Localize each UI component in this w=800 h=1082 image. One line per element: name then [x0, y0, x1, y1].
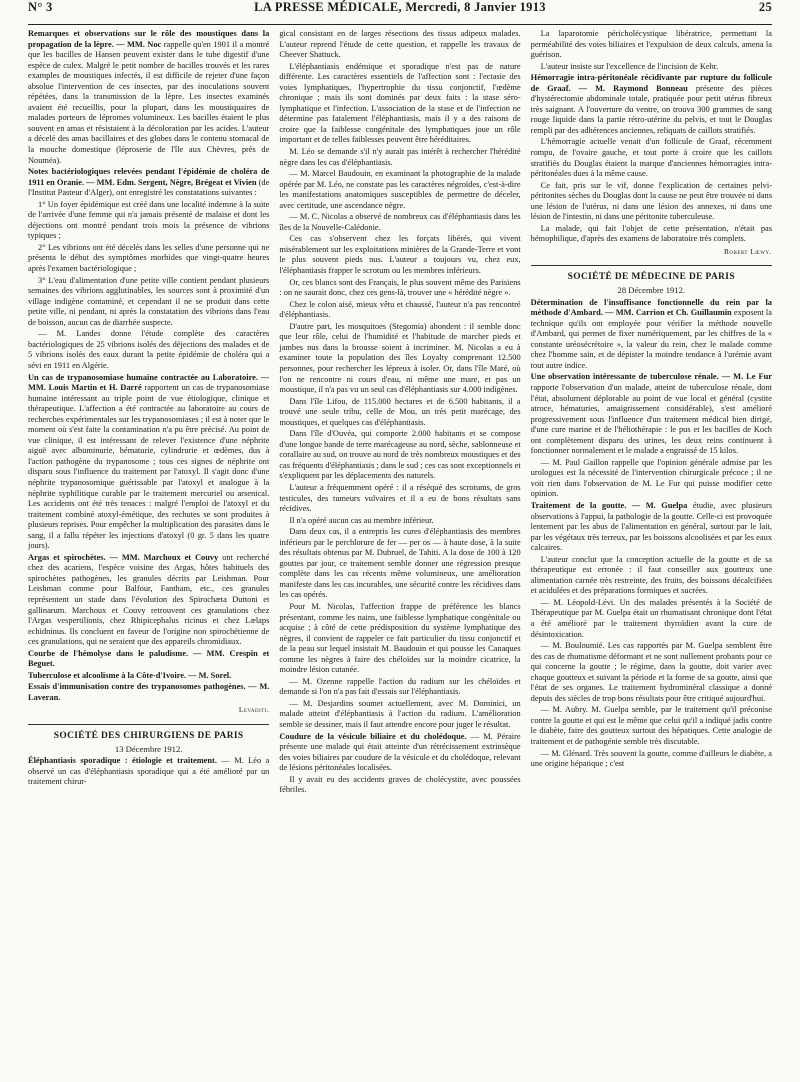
article-paragraph: L'auteur conclut que la conception actuelle de la goutte et de sa thérapeutique est erronée : il faut conseiller aux goutteux une alimentation carnée très restreinte, des fruits, des boissons décalcifiées et acidulées et des préparations formiques et sucrées.	[530, 554, 772, 596]
column-2	[279, 29, 520, 1074]
author-signature: Levaditi.	[238, 705, 270, 715]
article-paragraph: L'hémorragie actuelle venait d'un follicule de Graaf, récemment rompu, de l'ovaire gauche, et tout porte à croire que les caillots stratifiés du Douglas étaient la marque d'anciennes hémorragies intra-péritonéales dues à la même cause.	[530, 137, 772, 179]
article-heading: Éléphantiasis sporadique : étiologie et traitement.	[28, 756, 217, 766]
article-paragraph: L'auteur a fréquemment opéré : il a réséqué des scrotums, de gros testicules, des tumeurs vulvaires et il a eu de bons résultats sans récidives.	[279, 482, 521, 514]
article-paragraph: La laparotomie péricholécystique libératrice, permettant la perméabilité des voies biliaires et l'expulsion de deux calculs, amena la guérison.	[530, 29, 772, 60]
text-columns	[14, 29, 786, 1074]
column-1	[28, 29, 269, 1074]
article-hemolyse: Courbe de l'hémolyse dans le paludisme. — MM. Crespin et Beguet.	[28, 648, 270, 669]
column-3	[531, 29, 772, 1074]
article-paragraph: Il y avait eu des accidents graves de cholécystite, avec poussées fébriles.	[279, 774, 521, 795]
article-heading: Une observation intéressante de tuberculose rénale. — M. Le Fur	[530, 372, 772, 382]
article-heading: Traitement de la goutte. — M. Guelpa	[530, 500, 688, 510]
section-date: 13 Décembre 1912.	[114, 743, 183, 754]
article-paragraph: Pour M. Nicolas, l'affection frappe de préférence les blancs présentant, comme les nains, une faiblesse lymphatique congénitale ou acquise ; à côté de cette prédisposition du système lymphatique des nègres, il convient de rappeler ce fait particulier du tissu conjonctif et de la peau sur lequel insistait M. Baudouin et qui pousse les Canaques comme les nègres à faire des chéloïdes sur la moindre cicatrice, la moindre lésion cutanée.	[279, 601, 521, 675]
article-heading: Remarques et observations sur le rôle des moustiques dans la propagation de la lèpre. — MM. Noc	[28, 29, 270, 49]
article-body: étudie, avec plusieurs observations à l'appui, la pathologie de la goutte. Celle-ci est provoquée lentement par les abus de l'alimentation en général, surtout par le lait, par les végétaux très terreux, par les boissons alcoolisées et par les eaux calcaires.	[530, 500, 772, 553]
article-paragraph: — M. Marcel Baudouin, en examinant la photographie de la malade opérée par M. Léo, ne constate pas les caractères négroïdes, c'est-à-dire les manifestations anatomiques susceptibles de permettre de déceler, avec certitude, une ascendance nègre.	[279, 169, 521, 210]
article-paragraph: — M. Paul Gaillon rappelle que l'opinion générale admise par les urologues est la nécessité de l'intervention chirurgicale précoce ; il ne voit rien dans l'observation de M. Le Fur qui puisse modifier cette opinion.	[530, 457, 772, 499]
article-paragraph: D'autre part, les mosquitoes (Stegomia) abondent : il semble donc que leur rôle, celui de l'humidité et l'habitude de marcher pieds et jambes nus dans la brousse soient à incriminer. M. Nicolas a eu à examiner toute la population des îles Loyalty comprenant 12.500 personnes, pour rechercher les lépreux à isoler. Or, dans l'île Maré, où l'on ne rencontre ni cours d'eau, ni même une mare, et pas un moustique, il n'a pas vu un seul cas d'éléphantiasis sur 4.000 indigènes.	[279, 321, 521, 395]
article-paragraph: L'auteur insiste sur l'excellence de l'incision de Kehr.	[540, 61, 719, 71]
article-body: exposent la technique qu'ils ont employée pour vérifier la méthode nouvelle d'Ambard, qui permet de fixer numériquement, par les chiffres de la « constante uréosécrétoire », la valeur du rein, chez le malade comme chez l'homme sain, et de dépister la moindre tendance à l'urémie avant tout autre indice.	[530, 308, 772, 370]
article-paragraph: Dans l'île d'Ouvéa, qui comporte 2.000 habitants et se compose d'une longue bande de terre marécageuse au nord, sèche, sablonneuse et corallaire au sud, on trouve au nord de très nombreux moustiques et des cas fréquents d'éléphantiasis ; dans le sud ; ces cas sont exceptionnels et s'expliquent par les déplacements des naturels.	[279, 429, 521, 481]
section-title: SOCIÉTÉ DES CHIRURGIENS DE PARIS	[28, 724, 269, 742]
article-heading: Argas et spirochètes. — MM. Marchoux et Couvy	[28, 552, 219, 562]
journal-title: LA PRESSE MÉDICALE, Mercredi, 8 Janvier 1913	[254, 0, 546, 14]
article-heading: Coudure de la vésicule biliaire et du cholédoque.	[279, 731, 467, 741]
article-paragraph: Dans l'île Lifou, de 115.000 hectares et de 6.500 habitants, il a trouvé une seule tribu, celle de Mou, un très petit marécage, des moustiques, et quelques cas d'éléphantiasis.	[279, 396, 521, 427]
article-body: (de l'Institut Pasteur d'Alger), ont enregistré les constatations suivantes :	[28, 177, 270, 198]
article-paragraph: La malade, qui fait l'objet de cette présentation, n'était pas hémophilique, d'après des examens de laboratoire très complets.	[530, 223, 772, 244]
article-heading: Hémorragie intra-péritonéale récidivante par rupture du follicule de Graaf. — M. Raymond Bonneau	[530, 73, 772, 93]
article-paragraph: L'éléphantiasis endémique et sporadique n'est pas de nature différente. Les caractères essentiels de l'affection sont : l'ectasie des voies lymphatiques, l'hypertrophie du tissu conjonctif, l'œdème chronique ; mais ils sont dominés par deux faits : la stase séro-lymphatique et l'infection. L'association de la stase et de l'infection ne détermine pas fatalement l'éléphantiasis, mais il y a des raisons de croire que la faiblesse congénitale des lymphatiques joue un rôle important et de telles faiblesses peuvent être héréditaires.	[279, 61, 521, 145]
article-paragraph: — M. Ozenne rappelle l'action du radium sur les chéloïdes et demande si l'on n'a pas fait d'essais sur l'éléphantiasis.	[279, 676, 521, 697]
issue-number: N° 3	[28, 0, 53, 14]
article-body: présente des pièces d'hystérectomie abdominale totale, pratiquée pour petit utérus fibreux très saignant. A l'ouverture du ventre, on trouva 300 grammes de sang rouge liquide dans la partie rétro-utérine du pelvis, et tout le Douglas rempli par des adhérences anciennes, reliquats de caillots stratifiés.	[530, 83, 772, 135]
article-paragraph: — M. Léopold-Lévi. Un des malades présentés à la Société de Thérapeutique par M. Guelpa était un rhumatisant chronique dont l'état a été amélioré par le traitement thyroïdien avant la cure de désintoxication.	[530, 597, 772, 639]
article-hemorragie	[531, 73, 772, 136]
article-paragraph: — M. Bouloumié. Les cas rapportés par M. Guelpa semblent être des cas de rhumatisme déformant et ne sont nullement probants pour ce qui concerne la goutte ; le régime, dans la goutte, doit varier avec chaque goutteux et suivant la période et la forme de sa goutte, ainsi que l'état de ses organes. Le traitement hydrominéral classique a donné depuis des siècles de trop bons résultats pour être critiqué aujourd'hui.	[530, 641, 772, 703]
page-number: 25	[758, 0, 772, 14]
article-paragraph: M. Léo se demande s'il n'y aurait pas intérêt à rechercher l'hérédité nègre dans les cas d'éléphantiasis.	[279, 147, 521, 167]
article-body: rapportent un cas de trypanosomiase humaine intéressant au triple point de vue étiologique, clinique et thérapeutique. L'affection a été contractée au laboratoire au cours de recherches expérimentales sur les trypanosomiases ; il est à noter que le moment où s'est faite la contamination n'a pu être précisé. Au point de vue clinique, il est intéressant de relever l'existence d'une néphrite aiguë avec albuminurie, hématurie, cylindrurie et œdèmes, dus à l'action pathogène du trypanosome ; tous ces signes de néphrite ont disparu sous l'influence du traitement par l'atoxyl. Il s'agit donc d'une néphrite trypanosomique guérissable par l'atoxyl et analogue à la néphrite syphilitique curable par le traitement mercuriel ou arsenical. Les accidents ont été très tenaces : malgré l'emploi de l'atoxyl et du traitement combiné atoxyl-émétique, des rechutes se sont produites à plusieurs reprises. Pour empêcher la multiplication des parasites dans le sang, il a fallu répéter les injections d'atoxyl (0 gr. 5 dans les quatre jours).	[28, 383, 270, 551]
article-paragraph: — M. C. Nicolas a observé de nombreux cas d'éléphantiasis dans les îles de la Nouvelle-Calédonie.	[279, 212, 521, 232]
article-elephantiasis	[28, 756, 269, 788]
article-paragraph: Chez le colon aisé, mieux vêtu et chaussé, l'auteur n'a pas rencontré d'éléphantiasis.	[279, 299, 521, 320]
article-body: ont recherché chez des acariens, l'espèce voisine des Argas, hôtes habituels des spirochètes pathogènes, les granules décrits par Leishman. Pour Leishman comme pour Balfour, Fantham, etc., ces granules représentent un stade dans l'évolution des Spirochæta Duttoni et gallinarum. Marchoux et Couvy retrouvent ces granulations chez l'Argas vespertilionis, chez Rhipicephalus ricinus et chez Lælaps echidninus. Ils concluent en faveur de l'origine non spirochétienne de ces granulations, qui ne seraient que des appareils chromidiaux.	[28, 552, 270, 647]
article-paragraph: — M. Desjardins soumet actuellement, avec M. Dominici, un malade atteint d'éléphantiasis à l'action du radium. L'amélioration semble se dessiner, mais il faut attendre encore pour juger le résultat.	[279, 698, 521, 729]
article-lepre	[28, 29, 269, 166]
article-paragraph: — M. Glénard. Très souvent la goutte, comme d'ailleurs le diabète, a une origine hépatique ; c'est	[530, 748, 772, 769]
article-ambard	[531, 298, 772, 372]
article-paragraph: — M. Aubry. M. Guelpa semble, par le traitement qu'il préconise contre la goutte et qui est le même que celui qu'il a indiqué jadis contre le diabète, faire des goutteux surtout des hépatiques. Cette analogie de traitement et de pathogénie semble très discutable.	[530, 705, 772, 746]
article-paragraph: Or, ces blancs sont des Français, le plus souvent même des Parisiens : on ne saurait donc, chez ces gens-là, trouver une « hérédité nègre ».	[279, 277, 521, 298]
article-paragraph: 1° Un foyer épidémique est créé dans une localité indemne à la suite de l'arrivée d'une femme qui n'a jamais présenté de malaise et dont les déjections ont montré pendant trois mois la présence de vibrions typiques ;	[28, 199, 270, 241]
article-body: — M. Péraire présente une malade qui était atteinte d'un rétrécissement extrinsèque des voies biliaires par coudure de la vésicule et du cholédoque, relevant de lésions péritonéales localisées.	[279, 731, 521, 773]
article-tuberculose-renale	[531, 372, 772, 456]
article-body: — M. Léo a observé un cas d'éléphantiasis sporadique qui a été amélioré par un traitement chirur-	[28, 756, 270, 787]
article-trypanosomiase	[28, 373, 269, 552]
masthead	[28, 0, 772, 25]
author-signature: Robert Lœwy.	[723, 246, 772, 256]
article-tuberculose: Tuberculose et alcoolisme à la Côte-d'Ivoire. — M. Sorel.	[28, 670, 232, 680]
article-heading: Notes bactériologiques relevées pendant l'épidémie de choléra de 1911 en Oranie. — MM. Edm. Sergent, Nègre, Brégeat et Vivien	[28, 167, 270, 187]
article-paragraph: Ce fait, pris sur le vif, donne l'explication de certaines pelvi-péritonites sèches du Douglas dont la cause ne peut être trouvée ni dans une lésion de l'utérus, ni dans une lésion des annexes, ni dans une lésion de l'intestin, ni dans une péritonite tuberculeuse.	[530, 180, 772, 222]
article-heading: Détermination de l'insuffisance fonctionnelle du rein par la méthode d'Ambard. — MM. Carrion et Ch. Guillaumin	[530, 297, 772, 318]
article-paragraph: Il n'a opéré aucun cas au membre inférieur.	[289, 515, 434, 525]
article-coudure	[279, 732, 520, 774]
article-heading: Un cas de trypanosomiase humaine contractée au Laboratoire. — MM. Louis Martin et H. Darré	[28, 372, 270, 393]
section-title: SOCIÉTÉ DE MÉDECINE DE PARIS	[531, 265, 772, 283]
article-paragraph: 3° L'eau d'alimentation d'une petite ville contient pendant plusieurs semaines des vibrions agglutinables, les sources sont à proximité d'un village indigène contaminé, et cependant il ne se produit dans cette petite ville, ni pendant, ni après la constatation des vibrions dans l'eau de boisson, aucun cas de diarrhée suspecte.	[28, 275, 270, 327]
article-paragraph: Ces cas s'observent chez les forçats libérés, qui vivent misérablement sur les exploitations minières de la Grande-Terre et vont le plus souvent pieds nus. L'auteur a toujours vu, chez eux, l'éléphantiasis frapper le scrotum ou les membres inférieurs.	[279, 234, 521, 276]
article-paragraph: — M. Landes donne l'étude complète des caractères bactériologiques de 25 vibrions isolés des déjections des malades et de 5 vibrions isolés des eaux durant la petite épidémie de choléra qui a sévi en 1911 en Algérie.	[28, 329, 270, 370]
section-date: 28 Décembre 1912.	[617, 285, 686, 296]
article-cholera	[28, 167, 269, 199]
article-body: rapporte l'observation d'un malade, atteint de tuberculose rénale, dont l'état, absolument déplorable au point de vue local et général (cystite atroce, hématuries, amaigrissement considérable), s'est amélioré progressivement sous l'influence d'un traitement médical bien dirigé, d'une cure marine et de l'héliothérapie : le pus et les bacilles de Koch ont complètement disparu des urines, les deux reins continuent à fonctionner normalement et le malade a engraissé de 15 kilos.	[530, 382, 772, 456]
article-paragraph: gical consistant en de larges résections des tissus adipeux malades. L'auteur reprend l'étude de cette question, et rappelle les travaux de Cheever Shattuck.	[279, 29, 521, 60]
article-body: rappelle qu'en 1901 il a montré que les bacilles de Hansen peuvent exister dans le tube digestif d'une espèce de culex. Malgré le petit nombre de bacilles trouvés et les rares examples de moustiques infectés, il est difficile de rejeter d'une façon absolue l'intervention de ces insectes, par des inoculations souvent répétées, dans la transmission de la lèpre. Les insectes examinés avaient été recueillis, pour la plupart, dans les moustiquaires de malades porteurs de lépromes volumineux. Les bacilles étaient le plus souvent en amas et résistaient à la décoloration par les acides. L'auteur a décelé des amas bacillaires et des globes dans le contenu stomacal de la mouche domestique (léproserie de l'île aux Chèvres, près de Nouméa).	[28, 39, 270, 165]
article-argas	[28, 553, 269, 648]
article-paragraph: 2° Les vibrions ont été décelés dans les selles d'une personne qui ne présenta le début des symptômes morbides que vingt-quatre heures après l'examen bactériologique ;	[28, 242, 270, 274]
article-goutte	[531, 501, 772, 554]
article-paragraph: Dans deux cas, il a entrepris les cures d'éléphantiasis des membres inférieurs par le perchlorure de fer — per os — à haute dose, à la suite des résultats obtenus par M. Dubruel, de Tahiti. A la dose de 100 à 120 gouttes par jour, ce traitement semble donner une régression presque complète dans les cas récents même volumineux, une amélioration manifeste dans les cas incurables, une sécurité contre les récidives dans les cas opérés.	[279, 527, 521, 600]
article-immunisation: Essais d'immunisation contre des trypanosomes pathogènes. — M. Laveran.	[28, 682, 270, 702]
